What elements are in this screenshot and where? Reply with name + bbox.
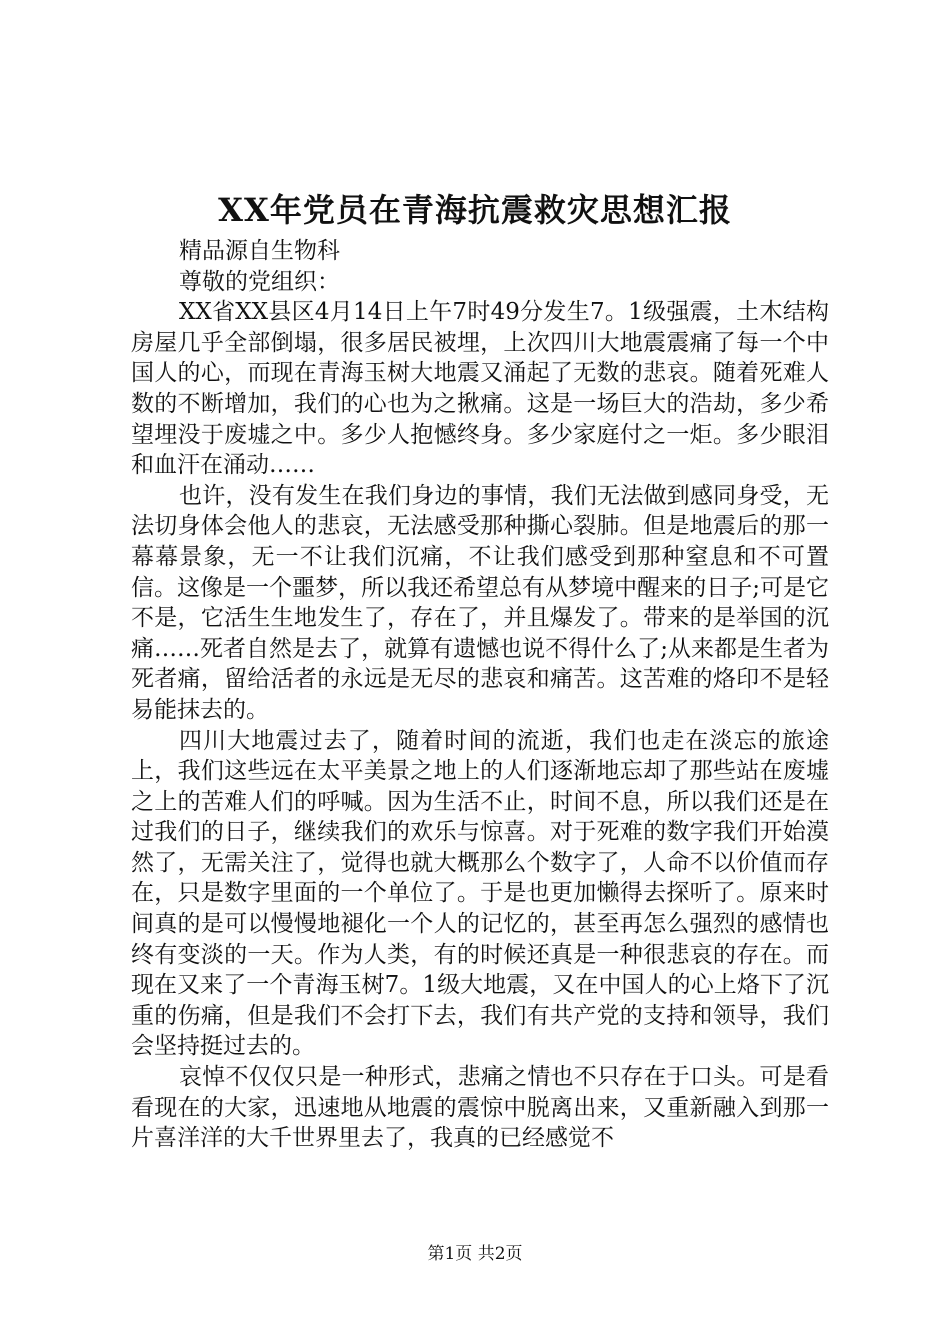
salutation: 尊敬的党组织：: [179, 268, 340, 295]
paragraph-4: 哀悼不仅仅只是一种形式，悲痛之情也不只存在于口头。可是看看现在的大家，迅速地从地震的震惊中脱离出来，又重新融入到那一片喜洋洋的大千世界里去了，我真的已经感觉不: [131, 1064, 829, 1152]
paragraph-1: XX省XX县区4月14日上午7时49分发生7。1级强震，土木结构房屋几乎全部倒塌，很多居民被埋，上次四川大地震震痛了每一个中国人的心，而现在青海玉树大地震又涌起了无数的悲哀。随着死难人数的不断增加，我们的心也为之揪痛。这是一场巨大的浩劫，多少希望埋没于废墟之中。多少人抱憾终身。多少家庭付之一炬。多少眼泪和血汗在涌动……: [131, 299, 829, 479]
paragraph-2: 也许，没有发生在我们身边的事情，我们无法做到感同身受，无法切身体会他人的悲哀，无法感受那种撕心裂肺。但是地震后的那一幕幕景象，无一不让我们沉痛，不让我们感受到那种窒息和不可置信。这像是一个噩梦，所以我还希望总有从梦境中醒来的日子;可是它不是，它活生生地发生了，存在了，并且爆发了。带来的是举国的沉痛……死者自然是去了，就算有遗憾也说不得什么了;从来都是生者为死者痛，留给活者的永远是无尽的悲哀和痛苦。这苦难的烙印不是轻易能抹去的。: [131, 482, 829, 723]
document-title: XX年党员在青海抗震救灾思想汇报: [218, 191, 732, 229]
page-footer: 第1页 共2页: [427, 1244, 523, 1264]
document-body: [131, 236, 829, 1154]
source-line: 精品源自生物科: [179, 238, 340, 264]
paragraph-3: 四川大地震过去了，随着时间的流逝，我们也走在淡忘的旅途上，我们这些远在太平美景之地上的人们逐渐地忘却了那些站在废墟之上的苦难人们的呼喊。因为生活不止，时间不息，所以我们还是在过我们的日子，继续我们的欢乐与惊喜。对于死难的数字我们开始漠然了，无需关注了，觉得也就大概那么个数字了，人命不以价值而存在，只是数字里面的一个单位了。于是也更加懒得去探听了。原来时间真的是可以慢慢地褪化一个人的记忆的，甚至再怎么强烈的感情也终有变淡的一天。作为人类，有的时候还真是一种很悲哀的存在。而现在又来了一个青海玉树7。1级大地震，又在中国人的心上烙下了沉重的伤痛，但是我们不会打下去，我们有共产党的支持和领导，我们会坚持挺过去的。: [131, 727, 829, 1060]
